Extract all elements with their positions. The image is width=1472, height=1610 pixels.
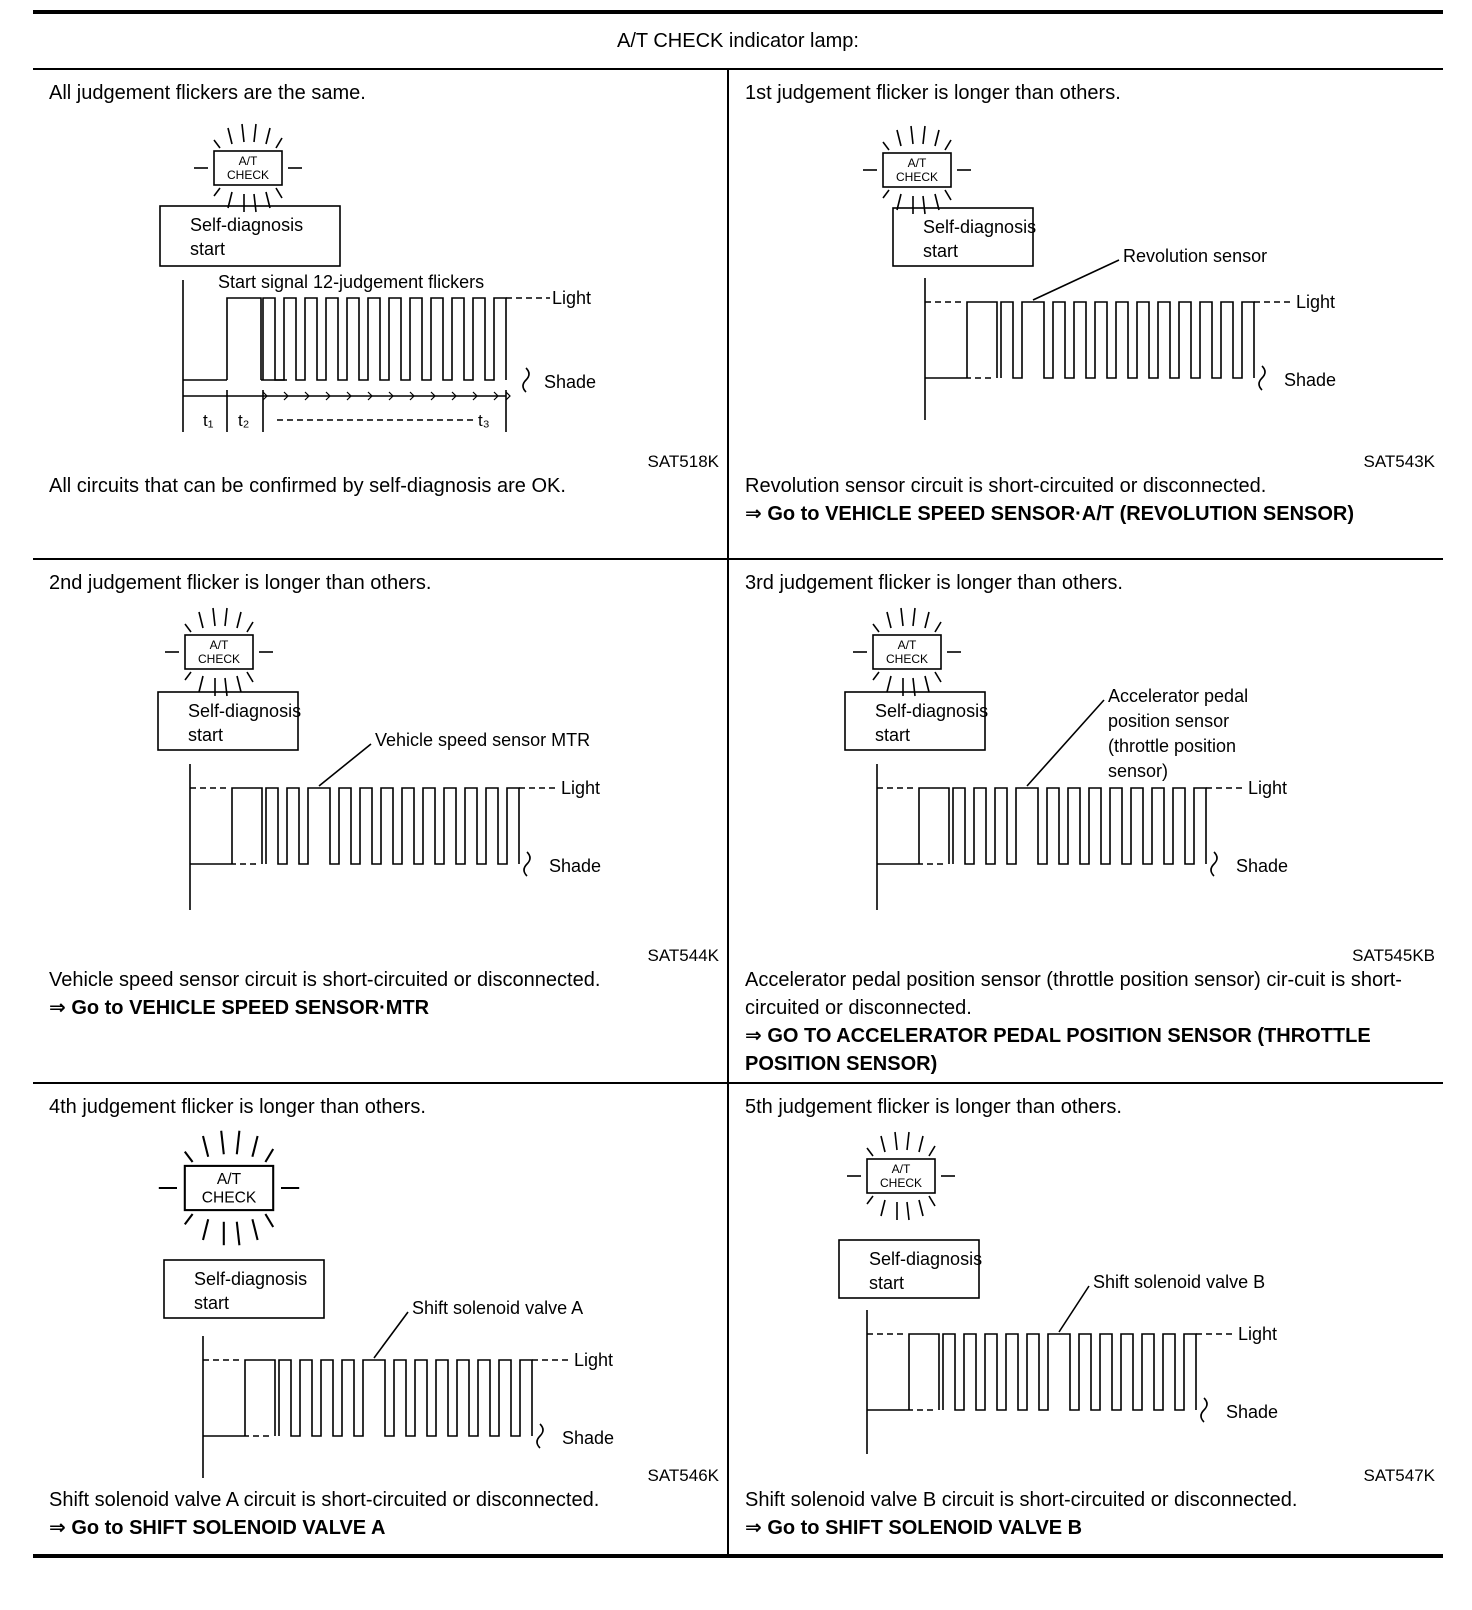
flicker-waveform [266, 788, 519, 864]
light-label: Light [574, 1350, 614, 1370]
flicker-diagram [33, 70, 727, 490]
timing-t2-label: t₂ [238, 411, 250, 430]
lamp-ray-icon [873, 672, 879, 680]
lamp-label-line2: CHECK [197, 652, 241, 666]
lamp-ray-icon [929, 1196, 935, 1206]
flicker-diagram [33, 1084, 727, 1504]
timing-t3-label: t₃ [478, 411, 490, 430]
lamp-ray-icon [214, 140, 220, 148]
lamp-ray-icon [203, 1136, 208, 1157]
flicker-waveform [943, 1334, 1196, 1410]
action-link: ⇒ Go to SHIFT SOLENOID VALVE B [745, 1517, 1083, 1539]
figure-code: SAT547K [1363, 1466, 1435, 1485]
annotation-label: Accelerator pedal [1108, 686, 1249, 706]
flicker-waveform [263, 298, 506, 380]
lamp-ray-icon [945, 140, 951, 150]
cell-description [745, 966, 1429, 1078]
shade-label: Shade [1226, 1402, 1279, 1422]
cell-3 [729, 560, 1443, 1082]
lamp-ray-icon [923, 126, 925, 144]
annotation-leader [1033, 260, 1119, 300]
lamp-label-line1: A/T [907, 156, 927, 170]
lamp-label-line2: CHECK [879, 1176, 923, 1190]
shade-brace-icon [523, 368, 529, 392]
annotation-label: Revolution sensor [1123, 246, 1268, 266]
lamp-ray-icon [907, 1202, 909, 1220]
cell-heading: 2nd judgement flicker is longer than others. [49, 572, 432, 594]
cell-heading: All judgement flickers are the same. [49, 82, 366, 104]
figure-code: SAT546K [647, 1466, 719, 1485]
shade-label: Shade [544, 372, 597, 392]
start-box-line1: Self-diagnosis [190, 215, 304, 235]
shade-label: Shade [1236, 856, 1289, 876]
start-box-line1: Self-diagnosis [923, 217, 1037, 237]
table-title: A/T CHECK indicator lamp: [33, 14, 1443, 70]
lamp-ray-icon [265, 1149, 273, 1162]
start-box-line2: start [869, 1273, 905, 1293]
action-link: ⇒ GO TO ACCELERATOR PEDAL POSITION SENSOR (THROTTLE POSITION SENSOR) [745, 1025, 1371, 1075]
lamp-ray-icon [265, 1214, 273, 1227]
lamp-ray-icon [881, 1136, 885, 1152]
lamp-ray-icon [199, 676, 203, 692]
start-signal-pulse [232, 788, 262, 864]
lamp-ray-icon [254, 124, 256, 142]
cell-heading: 5th judgement flicker is longer than others. [745, 1096, 1122, 1118]
description-text: All circuits that can be confirmed by self-diagnosis are OK. [49, 475, 566, 497]
lamp-ray-icon [225, 678, 227, 696]
cell-description [49, 1486, 713, 1542]
lamp-label-line1: A/T [897, 638, 917, 652]
action-link: ⇒ Go to VEHICLE SPEED SENSOR·MTR [49, 997, 430, 1019]
lamp-ray-icon [925, 612, 929, 628]
shade-brace-icon [1201, 1398, 1207, 1422]
flicker-diagram [729, 70, 1443, 490]
cell-2 [33, 560, 729, 1082]
lamp-ray-icon [911, 126, 913, 144]
lamp-label-line2: CHECK [201, 1189, 257, 1207]
annotation-label: Shift solenoid valve A [412, 1298, 584, 1318]
lamp-ray-icon [242, 124, 244, 142]
start-box-line2: start [194, 1293, 230, 1313]
annotation-label: Shift solenoid valve B [1093, 1272, 1266, 1292]
light-label: Light [561, 778, 601, 798]
start-box-line1: Self-diagnosis [875, 701, 989, 721]
start-box-line1: Self-diagnosis [869, 1249, 983, 1269]
action-link: ⇒ Go to VEHICLE SPEED SENSOR·A/T (REVOLUTION SENSOR) [745, 503, 1355, 525]
lamp-ray-icon [897, 130, 901, 146]
lamp-ray-icon [199, 612, 203, 628]
lamp-ray-icon [276, 188, 282, 198]
shade-label: Shade [549, 856, 602, 876]
cell-description [49, 966, 713, 1022]
lamp-ray-icon [252, 1219, 257, 1240]
lamp-label-line1: A/T [238, 154, 258, 168]
lamp-ray-icon [935, 672, 941, 682]
cell-1 [729, 70, 1443, 558]
lamp-ray-icon [935, 130, 939, 146]
lamp-ray-icon [276, 138, 282, 148]
light-label: Light [552, 288, 592, 308]
lamp-ray-icon [929, 1146, 935, 1156]
cell-5 [729, 1084, 1443, 1556]
light-label: Light [1296, 292, 1336, 312]
lamp-ray-icon [919, 1200, 923, 1216]
flicker-waveform [1001, 302, 1254, 378]
lamp-label-line2: CHECK [226, 168, 270, 182]
start-box-line2: start [923, 241, 959, 261]
lamp-ray-icon [887, 676, 891, 692]
description-text: Revolution sensor circuit is short-circuited or disconnected. [745, 475, 1267, 497]
annotation-label: Start signal 12-judgement flickers [218, 272, 485, 292]
lamp-ray-icon [252, 1136, 257, 1157]
at-check-lamp [863, 126, 971, 214]
shade-brace-icon [537, 1424, 543, 1448]
lamp-label-line1: A/T [891, 1162, 911, 1176]
lamp-ray-icon [237, 1222, 240, 1245]
lamp-ray-icon [881, 1200, 885, 1216]
annotation-label: Vehicle speed sensor MTR [375, 730, 591, 750]
description-text: Shift solenoid valve A circuit is short-circuited or disconnected. [49, 1489, 600, 1511]
annotation-leader [1027, 700, 1104, 786]
lamp-ray-icon [913, 608, 915, 626]
at-check-lamp [853, 608, 961, 696]
cell-4 [33, 1084, 729, 1556]
at-check-lamp [847, 1132, 955, 1220]
flicker-diagram [729, 1084, 1443, 1504]
start-box-line2: start [875, 725, 911, 745]
description-text: Vehicle speed sensor circuit is short-circuited or disconnected. [49, 969, 601, 991]
lamp-ray-icon [185, 672, 191, 680]
lamp-ray-icon [221, 1131, 224, 1154]
annotation-label: position sensor [1108, 711, 1230, 731]
start-signal-pulse [245, 1360, 275, 1436]
shade-brace-icon [1259, 366, 1265, 390]
lamp-ray-icon [185, 624, 191, 632]
light-label: Light [1238, 1324, 1278, 1344]
cell-heading: 4th judgement flicker is longer than others. [49, 1096, 426, 1118]
cell-description [49, 472, 713, 500]
lamp-ray-icon [228, 128, 232, 144]
shade-brace-icon [524, 852, 530, 876]
lamp-ray-icon [901, 608, 903, 626]
lamp-ray-icon [883, 190, 889, 198]
annotation-leader [319, 744, 371, 786]
lamp-label-line1: A/T [209, 638, 229, 652]
figure-code: SAT544K [647, 946, 719, 965]
annotation-label: (throttle position [1108, 736, 1237, 756]
flicker-waveform [953, 788, 1206, 864]
start-signal-pulse [909, 1334, 939, 1410]
description-text: Shift solenoid valve B circuit is short-circuited or disconnected. [745, 1489, 1298, 1511]
lamp-ray-icon [873, 624, 879, 632]
lamp-ray-icon [935, 622, 941, 632]
flicker-diagram [729, 560, 1443, 980]
lamp-ray-icon [925, 676, 929, 692]
figure-code: SAT545KB [1352, 946, 1435, 965]
lamp-ray-icon [919, 1136, 923, 1152]
shade-label: Shade [562, 1428, 615, 1448]
lamp-ray-icon [867, 1196, 873, 1204]
lamp-ray-icon [907, 1132, 909, 1150]
figure-code: SAT518K [647, 452, 719, 471]
lamp-ray-icon [887, 612, 891, 628]
at-check-lamp [165, 608, 273, 696]
start-box-line2: start [188, 725, 224, 745]
lamp-ray-icon [254, 194, 256, 212]
shade-label: Shade [1284, 370, 1337, 390]
start-signal-pulse [919, 788, 949, 864]
cell-description [745, 1486, 1429, 1542]
annotation-leader [374, 1312, 408, 1358]
annotation-label: sensor) [1108, 761, 1169, 781]
at-check-lamp [159, 1131, 299, 1245]
start-box-line1: Self-diagnosis [194, 1269, 308, 1289]
start-signal-pulse [227, 298, 261, 380]
lamp-label-line2: CHECK [895, 170, 939, 184]
at-check-lamp [194, 124, 302, 212]
lamp-ray-icon [247, 622, 253, 632]
lamp-ray-icon [895, 1132, 897, 1150]
start-box-line1: Self-diagnosis [188, 701, 302, 721]
light-label: Light [1248, 778, 1288, 798]
lamp-ray-icon [247, 672, 253, 682]
lamp-ray-icon [203, 1219, 208, 1240]
lamp-label-line1: A/T [216, 1171, 242, 1189]
lamp-ray-icon [213, 608, 215, 626]
action-link: ⇒ Go to SHIFT SOLENOID VALVE A [49, 1517, 386, 1539]
lamp-ray-icon [867, 1148, 873, 1156]
lamp-ray-icon [225, 608, 227, 626]
lamp-ray-icon [945, 190, 951, 200]
cell-heading: 3rd judgement flicker is longer than others. [745, 572, 1123, 594]
start-box-line2: start [190, 239, 226, 259]
lamp-ray-icon [237, 612, 241, 628]
lamp-ray-icon [185, 1214, 193, 1224]
flicker-waveform [279, 1360, 532, 1436]
description-text: Accelerator pedal position sensor (throttle position sensor) cir-cuit is short-circuited or disconnected. [745, 969, 1402, 1019]
lamp-ray-icon [913, 678, 915, 696]
lamp-ray-icon [214, 188, 220, 196]
timing-t1-label: t₁ [203, 411, 214, 430]
lamp-ray-icon [883, 142, 889, 150]
lamp-label-line2: CHECK [885, 652, 929, 666]
figure-code: SAT543K [1363, 452, 1435, 471]
lamp-ray-icon [237, 676, 241, 692]
lamp-ray-icon [237, 1131, 240, 1154]
lamp-ray-icon [923, 196, 925, 214]
cell-description [745, 472, 1429, 528]
start-signal-pulse [967, 302, 997, 378]
flicker-diagram [33, 560, 727, 980]
shade-brace-icon [1211, 852, 1217, 876]
lamp-ray-icon [185, 1152, 193, 1162]
cell-heading: 1st judgement flicker is longer than others. [745, 82, 1121, 104]
cell-0 [33, 70, 729, 558]
lamp-ray-icon [266, 128, 270, 144]
bottom-rule [33, 1554, 1443, 1558]
annotation-leader [1059, 1286, 1089, 1332]
